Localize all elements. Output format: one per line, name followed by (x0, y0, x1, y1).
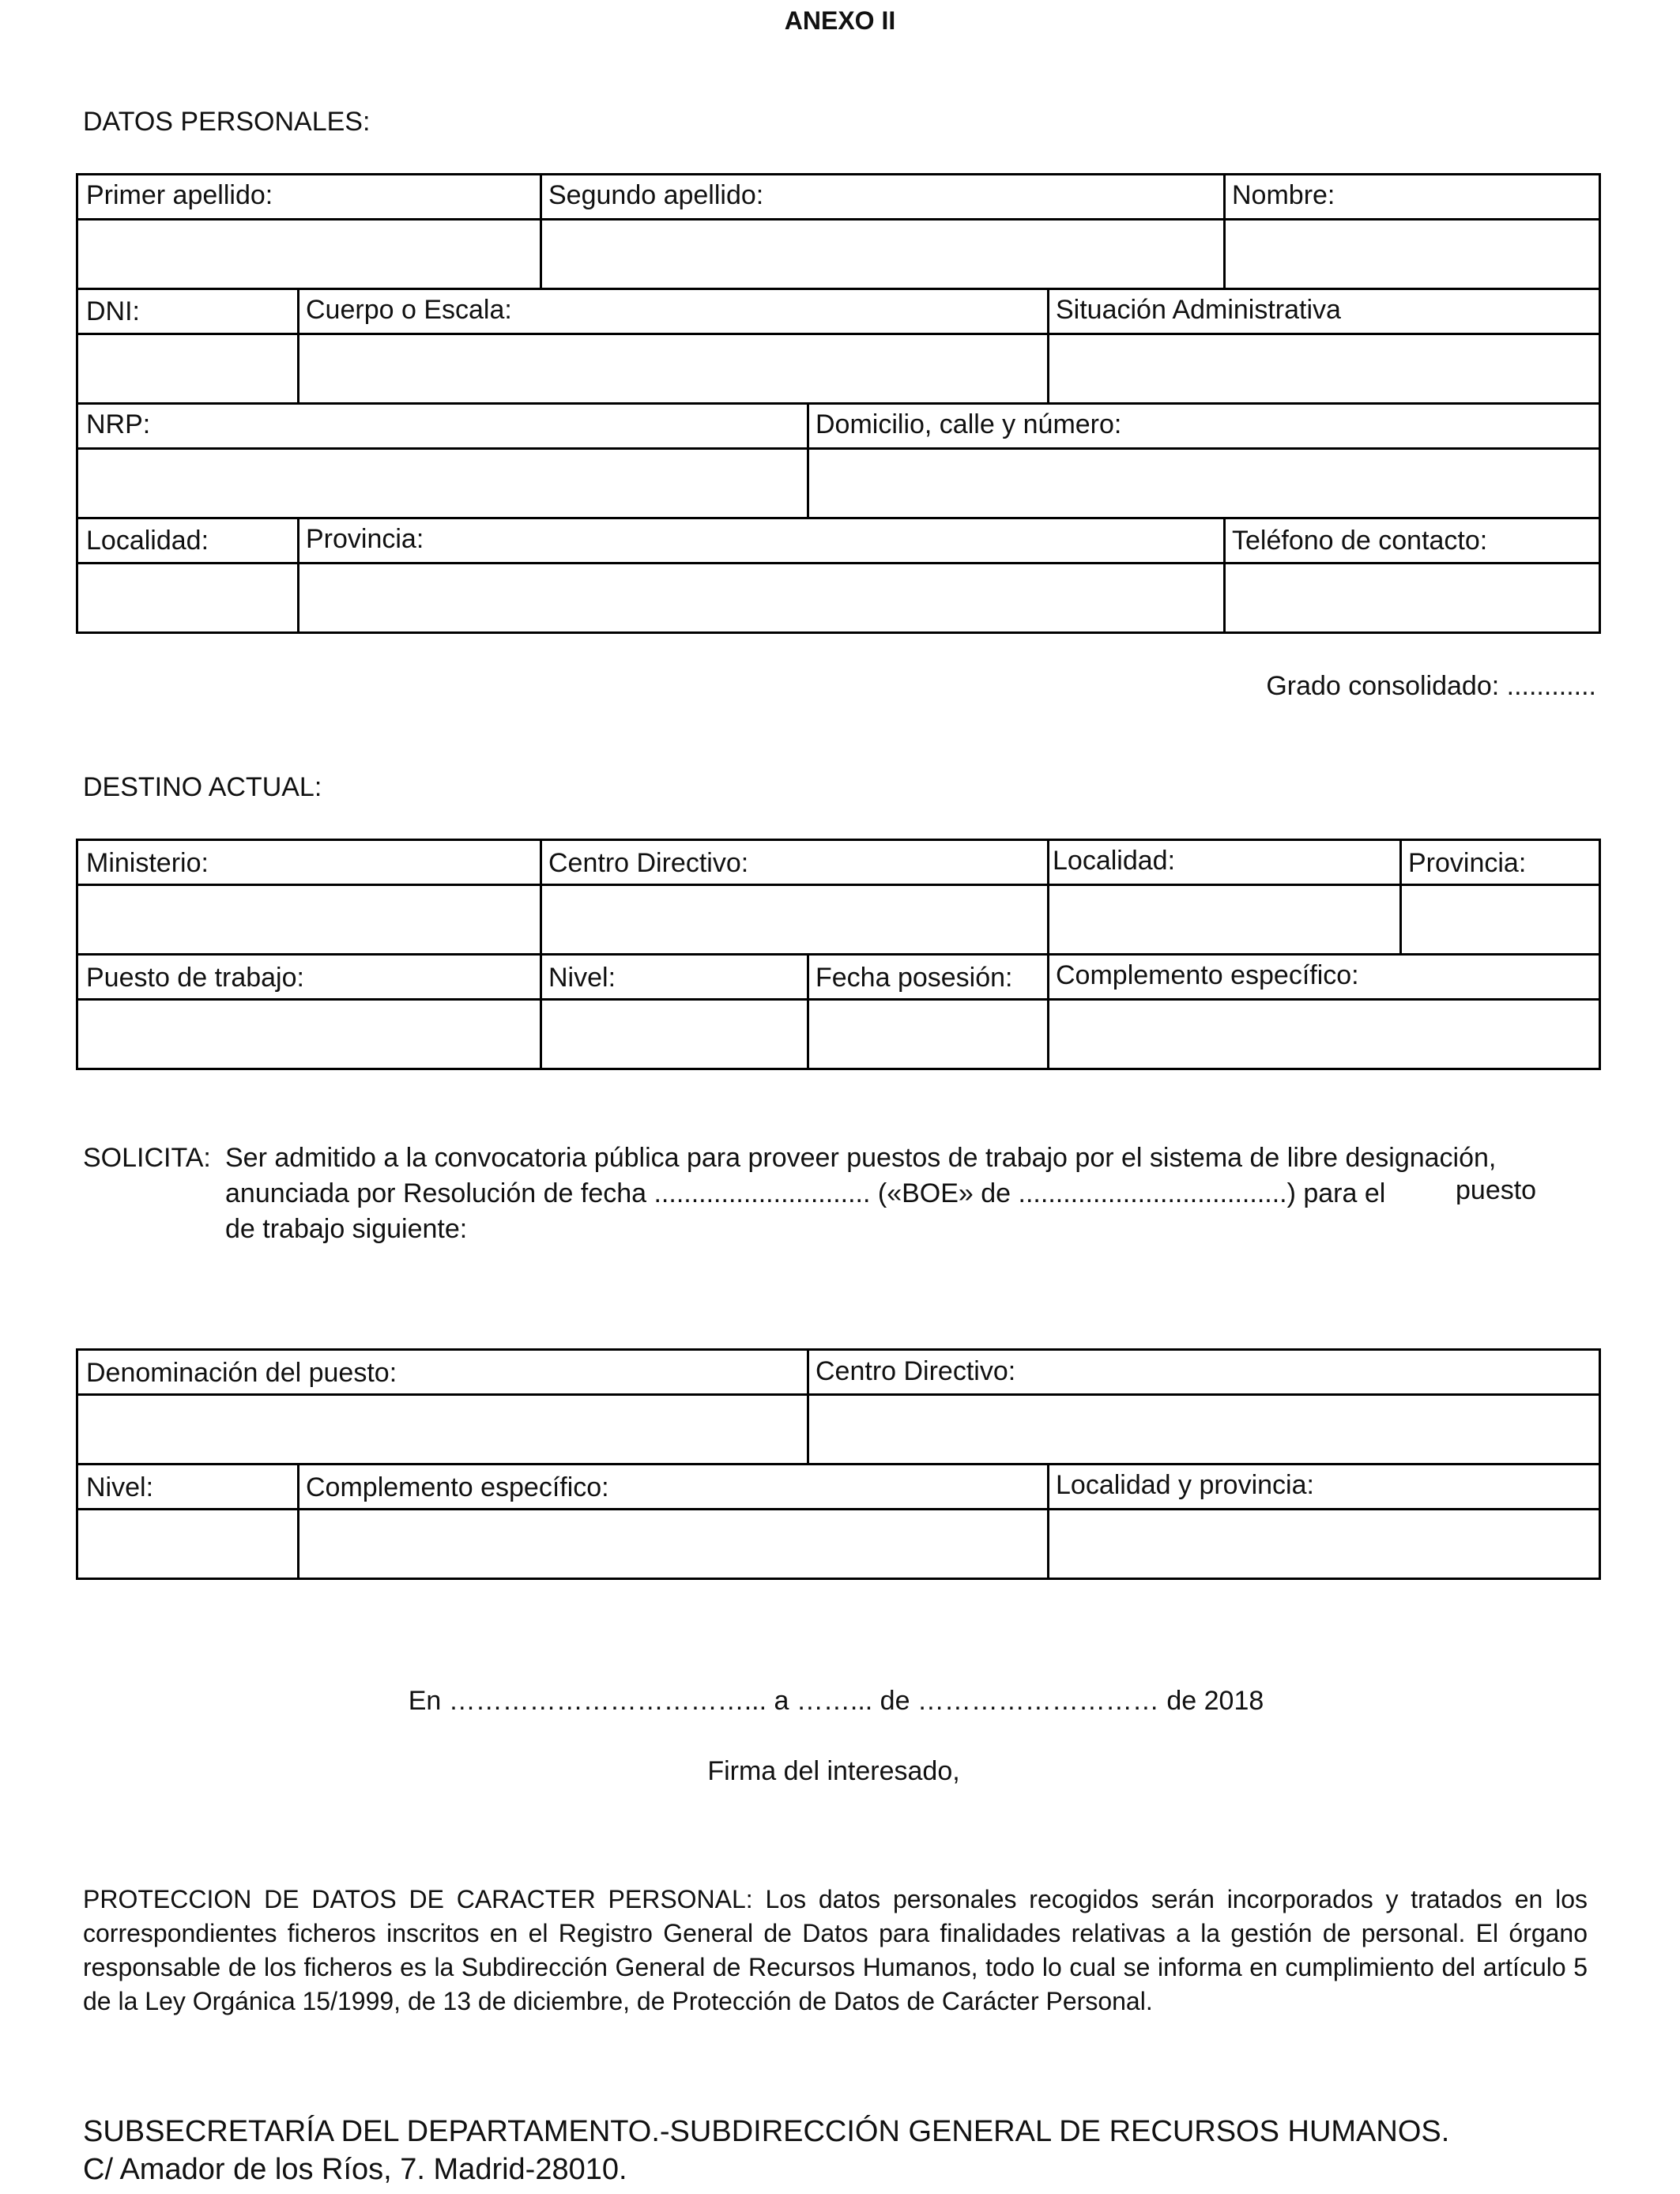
ministerio-field[interactable] (78, 886, 540, 953)
destino-actual-heading: DESTINO ACTUAL: (83, 772, 322, 802)
puesto-complemento-label: Complemento específico: (306, 1472, 609, 1502)
telefono-field[interactable] (1226, 564, 1599, 631)
domicilio-label: Domicilio, calle y número: (816, 409, 1122, 439)
destino-provincia-label: Provincia: (1408, 848, 1527, 878)
fecha-posesion-field[interactable] (809, 1001, 1047, 1068)
puesto-nivel-field[interactable] (78, 1510, 297, 1578)
solicita-line-3: de trabajo siguiente: (225, 1214, 468, 1244)
denominacion-puesto-label: Denominación del puesto: (86, 1358, 397, 1388)
domicilio-field[interactable] (809, 450, 1599, 517)
solicita-line-2: anunciada por Resolución de fecha ............................. («BOE» de ....................................) para el (225, 1178, 1386, 1208)
grado-consolidado: Grado consolidado: ............ (1266, 671, 1596, 701)
nombre-field[interactable] (1226, 221, 1599, 288)
telefono-label: Teléfono de contacto: (1232, 526, 1488, 556)
puesto-trabajo-field[interactable] (78, 1001, 540, 1068)
nivel-label: Nivel: (548, 963, 616, 993)
nombre-label: Nombre: (1232, 180, 1335, 210)
localidad-label: Localidad: (86, 526, 209, 556)
dni-label: DNI: (86, 296, 140, 326)
dni-field[interactable] (78, 335, 297, 402)
proteccion-datos-notice: PROTECCION DE DATOS DE CARACTER PERSONAL: Los datos personales recogidos serán incorporados y tratados en los correspondientes ficheros inscritos en el Registro General de Datos para finalidades relativas a la gestión de personal. El órgano responsable de los ficheros es la Subdirección General de Recursos Humanos, todo lo cual se informa en cumplimiento del artículo 5 de la Ley Orgánica 15/1999, de 13 de diciembre, de Protección de Datos de Carácter Personal. (83, 1885, 1588, 2015)
provincia-field[interactable] (299, 564, 1223, 631)
localidad-provincia-label: Localidad y provincia: (1056, 1470, 1314, 1500)
nrp-field[interactable] (78, 450, 807, 517)
segundo-apellido-field[interactable] (542, 221, 1223, 288)
fecha-posesion-label: Fecha posesión: (816, 963, 1013, 993)
complemento-especifico-field[interactable] (1049, 1001, 1599, 1068)
solicita-label: SOLICITA: (83, 1143, 211, 1173)
signature-area[interactable] (553, 1794, 1122, 1865)
complemento-especifico-label: Complemento específico: (1056, 960, 1359, 990)
puesto-centro-directivo-label: Centro Directivo: (816, 1356, 1016, 1386)
solicita-line-2-end: puesto (1456, 1175, 1537, 1205)
nrp-label: NRP: (86, 409, 151, 439)
ministerio-label: Ministerio: (86, 848, 209, 878)
puesto-trabajo-label: Puesto de trabajo: (86, 963, 304, 993)
primer-apellido-field[interactable] (78, 221, 540, 288)
segundo-apellido-label: Segundo apellido: (548, 180, 764, 210)
primer-apellido-label: Primer apellido: (86, 180, 273, 210)
centro-directivo-label: Centro Directivo: (548, 848, 749, 878)
solicita-line-1: Ser admitido a la convocatoria pública para proveer puestos de trabajo por el sistema de libre designación, (225, 1143, 1497, 1173)
cuerpo-escala-label: Cuerpo o Escala: (306, 295, 512, 325)
cuerpo-escala-field[interactable] (299, 335, 1047, 402)
nivel-field[interactable] (542, 1001, 807, 1068)
localidad-field[interactable] (78, 564, 297, 631)
puesto-centro-directivo-field[interactable] (809, 1396, 1599, 1463)
centro-directivo-field[interactable] (542, 886, 1047, 953)
provincia-label: Provincia: (306, 524, 424, 554)
puesto-nivel-label: Nivel: (86, 1472, 154, 1502)
document-title: ANEXO II (784, 6, 896, 35)
destino-provincia-field[interactable] (1402, 886, 1599, 953)
footer-address: C/ Amador de los Ríos, 7. Madrid-28010. (83, 2153, 627, 2186)
destino-localidad-field[interactable] (1049, 886, 1399, 953)
firma-interesado: Firma del interesado, (707, 1756, 960, 1786)
situacion-administrativa-field[interactable] (1049, 335, 1599, 402)
situacion-administrativa-label: Situación Administrativa (1056, 295, 1341, 325)
footer-department: SUBSECRETARÍA DEL DEPARTAMENTO.-SUBDIRECCIÓN GENERAL DE RECURSOS HUMANOS. (83, 2115, 1450, 2148)
destino-localidad-label: Localidad: (1053, 846, 1176, 876)
datos-personales-heading: DATOS PERSONALES: (83, 107, 371, 137)
fecha-lugar-line: En ……………………………... a ……... de ……………………… de 2018 (408, 1686, 1264, 1716)
denominacion-puesto-field[interactable] (78, 1396, 807, 1463)
localidad-provincia-field[interactable] (1049, 1510, 1599, 1578)
puesto-complemento-field[interactable] (299, 1510, 1047, 1578)
